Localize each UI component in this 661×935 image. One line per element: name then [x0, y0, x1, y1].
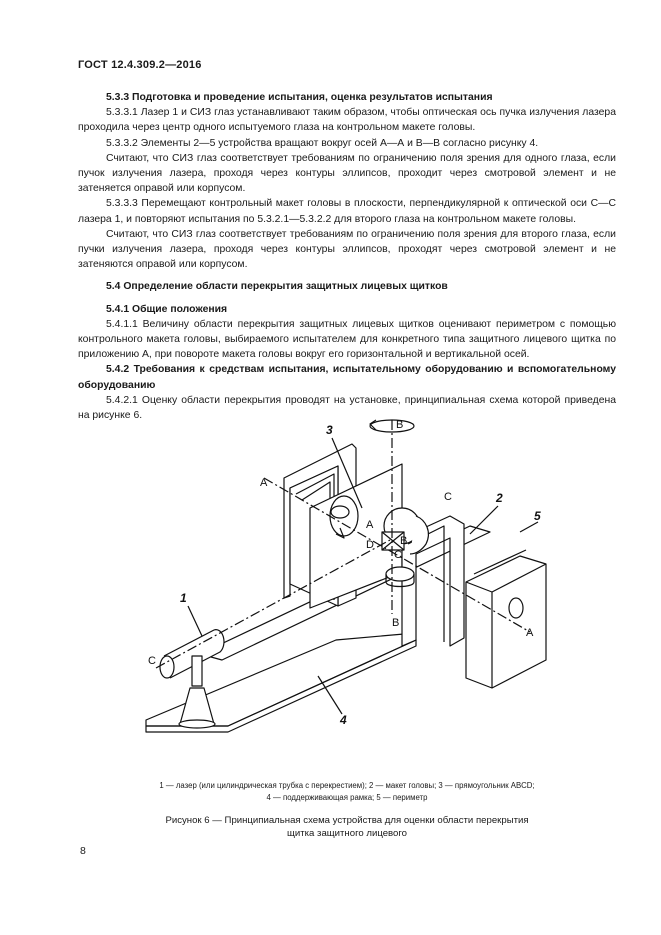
label-b-top: В: [396, 419, 404, 431]
figure-6: [140, 408, 560, 748]
body-text: [78, 90, 616, 423]
paragraph: 5.4.1.1 Величину области перекрытия защитных лицевых щитков оценивают периметром с помощью контрольного макета головы, выбираемого испытателем для конкретного типа защитного лицевого щитка по приложению А, при повороте макета головы вокруг его горизонтальной и вертикальной осей.: [78, 318, 616, 361]
label-5: 5: [534, 509, 541, 523]
label-c-rect: С: [394, 549, 402, 561]
figure-legend: [78, 780, 616, 804]
document-header: ГОСТ 12.4.309.2—2016: [78, 59, 202, 71]
label-b-rect: В: [400, 535, 408, 547]
legend-line-2: 4 — поддерживающая рамка; 5 — периметр: [266, 793, 428, 802]
perimeter: [466, 556, 546, 688]
paragraph: 5.3.3.3 Перемещают контрольный макет головы в плоскости, перпендикулярной к оптической оси С—С лазера 1, и повторяют испытания по 5.3.2.1—5.3.2.2 для второго глаза на контрольном макете головы.: [78, 198, 616, 225]
label-a-right: А: [526, 627, 534, 639]
page-number: 8: [80, 845, 86, 857]
paragraph: 5.4.2.1 Оценку области перекрытия проводят на установке, принципиальная схема которой приведена на рисунке 6.: [78, 394, 616, 422]
label-4: 4: [340, 713, 347, 727]
paragraph: 5.4.1 Общие положения: [106, 303, 228, 315]
paragraph: Считают, что СИЗ глаз соответствует требованиям по ограничению поля зрения для второго глаза, если пучки излучения лазера, проходя через контуры эллипсов, проходят через смотровой элемент и не затеняются оправой или корпусом.: [78, 228, 616, 271]
legend-line-1: 1 — лазер (или цилиндрическая трубка с перекрестием); 2 — макет головы; 3 — прямоугольник ABCD;: [159, 781, 535, 790]
paragraph: 5.4 Определение области перекрытия защитных лицевых щитков: [106, 281, 448, 293]
apparatus-diagram: [140, 408, 560, 748]
label-b-bottom: В: [392, 617, 400, 629]
label-c-head: С: [444, 491, 452, 503]
caption-line-1: Рисунок 6 — Принципиальная схема устройства для оценки области перекрытия: [165, 815, 529, 826]
paragraph: Считают, что СИЗ глаз соответствует требованиям по ограничению поля зрения для одного глаза, если пучок излучения лазера, проходя через контуры эллипсов, проходит через смотровой элемент и не затеняется оправой или корпусом.: [78, 152, 616, 195]
figure-caption: [78, 814, 616, 840]
label-d-rect: D: [366, 539, 374, 551]
caption-line-2: щитка защитного лицевого: [287, 828, 407, 839]
label-3: 3: [326, 423, 333, 437]
label-a-left: А: [260, 477, 268, 489]
label-1: 1: [180, 591, 187, 605]
label-2: 2: [496, 491, 503, 505]
paragraph: 5.3.3.1 Лазер 1 и СИЗ глаз устанавливают таким образом, чтобы оптическая ось пучка излучения лазера проходила через центр одного испытуемого глаза на контрольном макете головы.: [78, 107, 616, 134]
label-c-laser: С: [148, 655, 156, 667]
paragraph: 5.4.2 Требования к средствам испытания, испытательному оборудованию и вспомогательному оборудованию: [78, 364, 616, 391]
paragraph: 5.3.3 Подготовка и проведение испытания, оценка результатов испытания: [106, 92, 493, 103]
label-a-rect: А: [366, 519, 374, 531]
paragraph: 5.3.3.2 Элементы 2—5 устройства вращают вокруг осей А—А и В—В согласно рисунку 4.: [106, 137, 539, 149]
